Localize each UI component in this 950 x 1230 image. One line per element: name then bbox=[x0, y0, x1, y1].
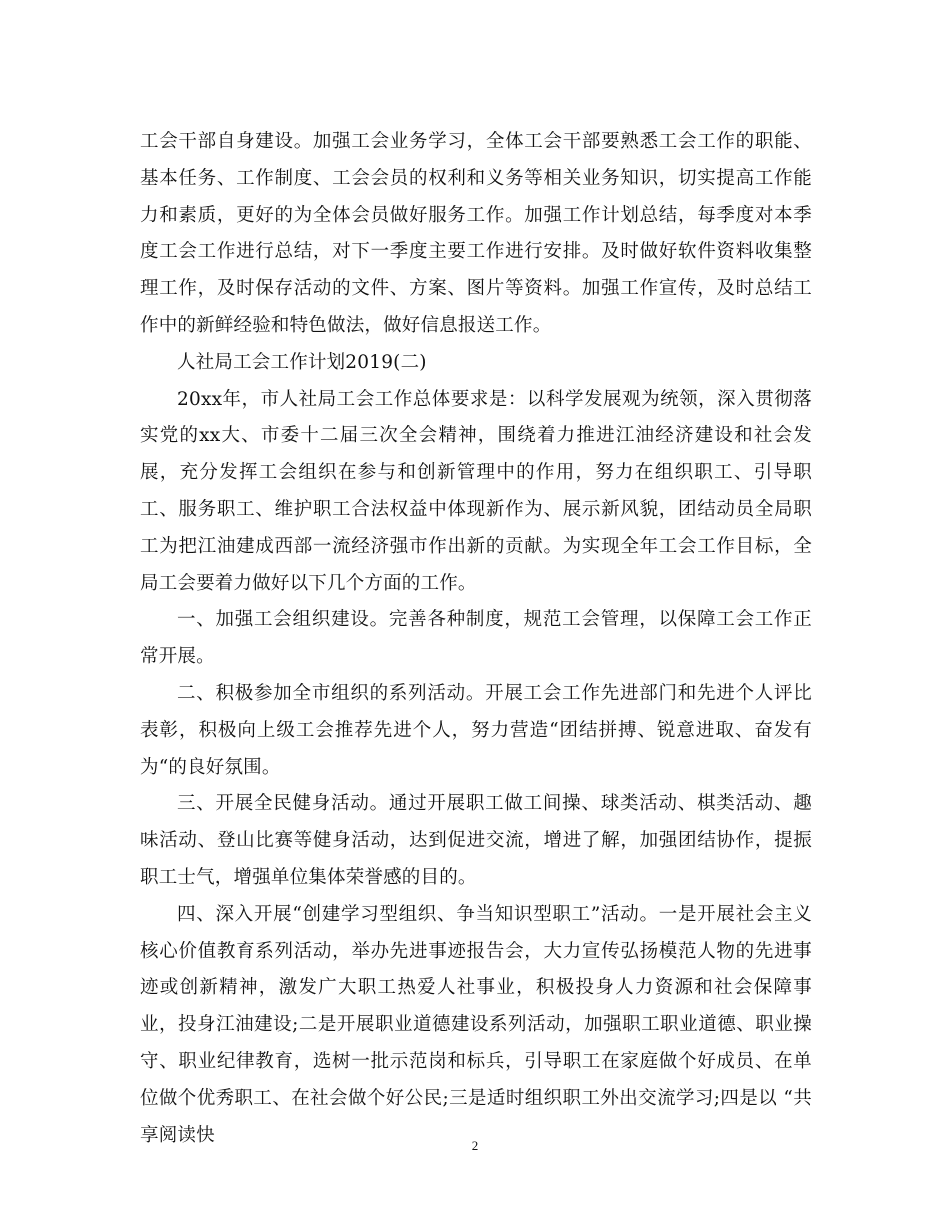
paragraph-item-1: 一、加强工会组织建设。完善各种制度，规范工会管理，以保障工会工作正常开展。 bbox=[140, 609, 812, 668]
document-body bbox=[140, 124, 812, 1154]
paragraph-item-3: 三、开展全民健身活动。通过开展职工做工间操、球类活动、棋类活动、趣味活动、登山比赛等健身活动，达到促进交流，增进了解，加强团结协作，提振职工士气，增强单位集体荣誉感的目的。 bbox=[140, 793, 812, 888]
page-number: 2 bbox=[471, 1138, 479, 1153]
paragraph-item-4: 四、深入开展“创建学习型组织、争当知识型职工”活动。一是开展社会主义核心价值教育系列活动，举办先进事迹报告会，大力宣传弘扬模范人物的先进事迹或创新精神，激发广大职工热爱人社事业，积极投身人力资源和社会保障事业，投身江油建设;二是开展职业道德建设系列活动，加强职工职业道德、职业操守、职业纪律教育，选树一批示范岗和标兵，引导职工在家庭做个好成员、在单位做个优秀职工、在社会做个好公民;三是适时组织职工外出交流学习;四是以 “共享阅读快 bbox=[140, 903, 812, 1146]
paragraph-continuation: 工会干部自身建设。加强工会业务学习，全体工会干部要熟悉工会工作的职能、基本任务、工作制度、工会会员的权利和义务等相关业务知识，切实提高工作能力和素质，更好的为全体会员做好服务工作。加强工作计划总结，每季度对本季度工会工作进行总结，对下一季度主要工作进行安排。及时做好软件资料收集整理工作，及时保存活动的文件、方案、图片等资料。加强工作宣传，及时总结工作中的新鲜经验和特色做法，做好信息报送工作。 bbox=[140, 131, 812, 336]
paragraph-overview: 20xx年，市人社局工会工作总体要求是：以科学发展观为统领，深入贯彻落实党的xx大、市委十二届三次全会精神，围绕着力推进江油经济建设和社会发展，充分发挥工会组织在参与和创新管理中的作用，努力在组织职工、引导职工、服务职工、维护职工合法权益中体现新作为、展示新风貌，团结动员全局职工为把江油建成西部一流经济强市作出新的贡献。为实现全年工会工作目标，全局工会要着力做好以下几个方面的工作。 bbox=[140, 388, 812, 594]
paragraph-item-2: 二、积极参加全市组织的系列活动。开展工会工作先进部门和先进个人评比表彰，积极向上级工会推荐先进个人，努力营造“团结拼搏、锐意进取、奋发有为“的良好氛围。 bbox=[140, 682, 812, 778]
section-heading: 人社局工会工作计划2019(二) bbox=[177, 351, 427, 373]
